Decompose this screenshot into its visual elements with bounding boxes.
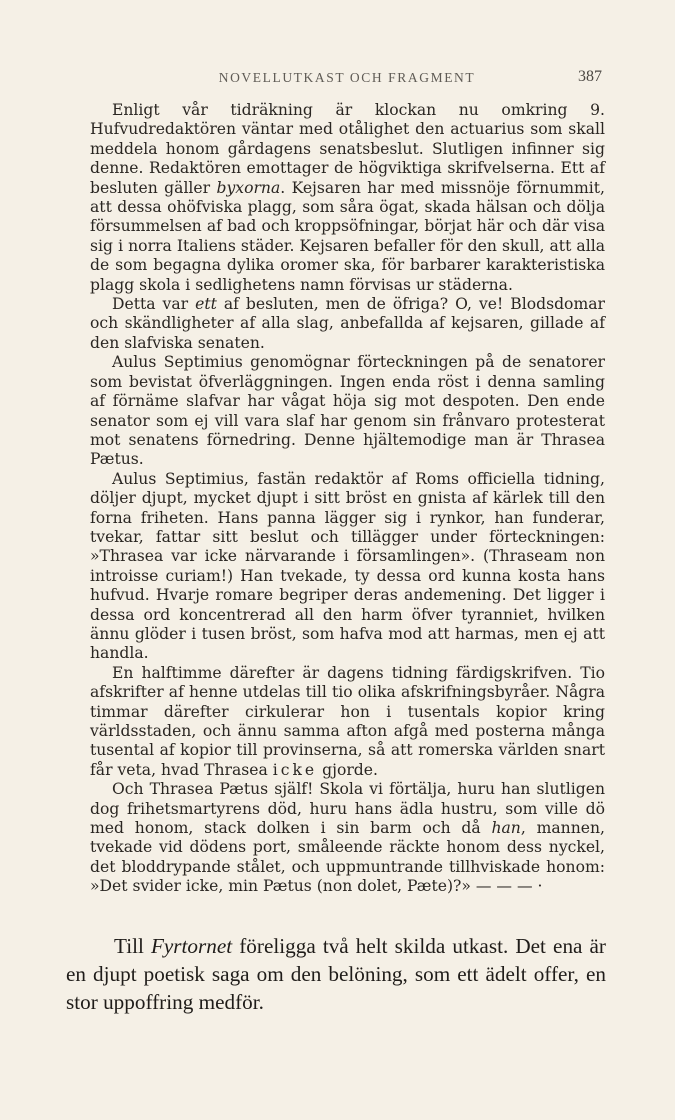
- paragraph-2-text-a: Detta var: [112, 295, 196, 314]
- fyrtornet-paragraph: [66, 932, 606, 1017]
- paragraph-5-text: En halftimme därefter är dagens tidning färdigskrifven. Tio afskrifter af henne utdelas till tio olika afskrifningsbyråer. Några timmar därefter cirkulerar hon i tusentals kopior kring världsstaden, och ännu samma afton afgå med posterna många tusental af kopior till provinserna, så att romerska världen snart får veta, hvad Thrasea: [90, 663, 605, 779]
- page-number: 387: [578, 68, 602, 85]
- body-text: [90, 101, 605, 897]
- lead-text-a: Till: [114, 934, 151, 958]
- running-header: [92, 70, 602, 92]
- paragraph-6-emphasis: han: [491, 819, 521, 838]
- paragraph-2: [90, 295, 605, 353]
- large-type-paragraph: [66, 932, 606, 1017]
- paragraph-4: Aulus Septimius, fastän redaktör af Roms officiella tidning, döljer djupt, mycket djupt i sitt bröst en gnista af kärlek till den forna friheten. Hans panna lägger sig i rynkor, han funderar, tvekar, fattar sitt beslut och tillägger under förteckningen: »Thrasea var icke närvarande i församlingen». (Thraseam non introisse curiam!) Han tvekade, ty dessa ord kunna kosta hans hufvud. Hvarje romare begriper deras andemening. Det ligger i dessa ord koncentrerad all den harm öfver tyranniet, hvilken ännu glöder i tusen bröst, som hafva mod att harmas, men ej att handla.: [90, 469, 605, 663]
- running-title: NOVELLUTKAST OCH FRAGMENT: [218, 70, 476, 85]
- lead-title-fyrtornet: Fyrtornet: [150, 934, 233, 958]
- paragraph-5-spaced-word: icke: [272, 760, 318, 779]
- paragraph-6: [90, 780, 605, 896]
- paragraph-5-end: gjorde.: [317, 760, 378, 779]
- paragraph-2-emphasis: ett: [195, 295, 217, 314]
- paragraph-5: [90, 664, 605, 780]
- paragraph-3: Aulus Septimius genomögnar förteckningen på de senatorer som bevistat öfverläggningen. Ingen enda röst i denna samling af förnäme slafvar har vågat höja sig mot despoten. Den ende senator som ej vill vara slaf har genom sin frånvaro protesterat mot senatens förnedring. Denne hjältemodige man är Thrasea Pætus.: [90, 353, 605, 469]
- paragraph-1-emphasis: byxorna: [216, 178, 281, 197]
- paragraph-2-text-b: af besluten, men de öfriga? O, ve! Blodsdomar och skändligheter af alla slag, anbefallda af kejsaren, gillade af den slafviska senaten.: [90, 295, 605, 352]
- paragraph-1: [90, 101, 605, 295]
- paragraph-1-text-b: . Kejsaren har med missnöje förnummit, att dessa ohöfviska plagg, som såra ögat, skada hälsan och dölja försummelsen af bad och kroppsöfningar, börjat här och där visa sig i norra Italiens städer. Kejsaren befaller för den skull, att alla de som begagna dylika oromer ska, för barbarer karakteristiska plagg skola i sedlighetens namn förvisas ur städerna.: [90, 178, 605, 294]
- lead-text-b: föreligga två helt skilda utkast. Det ena är en djupt poetisk saga om den belöning, som ett ädelt offer, en stor uppoffring medför.: [66, 934, 606, 1015]
- paragraph-1-text-a: Enligt vår tidräkning är klockan nu omkring 9. Hufvudredaktören väntar med otålighet den actuarius som skall meddela honom gårdagens senatsbeslut. Slutligen infinner sig denne. Redaktören emottager de högviktiga skrifvelserna. Ett af besluten gäller: [90, 101, 605, 197]
- paragraph-6-text-b: , mannen, tvekade vid dödens port, småleende räckte honom dess nyckel, det bloddrypande stålet, och uppmuntrande tillhviskade honom: »Det svider icke, min Pætus (non dolet, Pæte)?» — — — ·: [90, 819, 605, 896]
- paragraph-6-text-a: Och Thrasea Pætus själf! Skola vi förtälja, huru han slutligen dog frihetsmartyrens död, huru hans ädla hustru, som ville dö med honom, stack dolken i sin barm och då: [90, 780, 605, 838]
